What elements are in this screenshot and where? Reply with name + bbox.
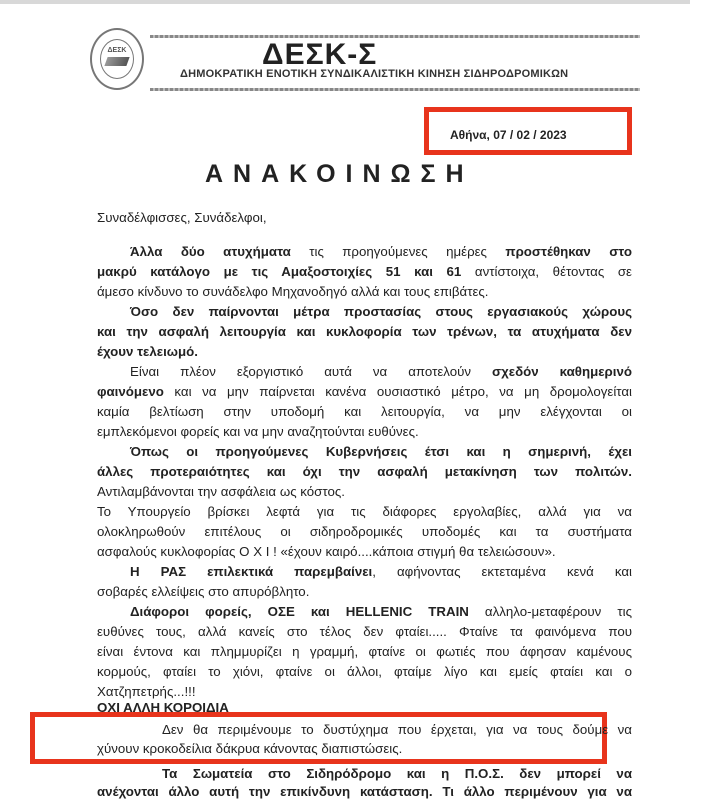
- org-short-name: ΔΕΣΚ-Σ: [262, 38, 378, 71]
- text-line: ευθύνες τους, αλλά κανείς στο τέλος δεν φταίει..... Φταίνε τα φαινόμενα που: [97, 624, 632, 639]
- greeting: Συναδέλφισσες, Συνάδελφοι,: [97, 210, 267, 225]
- announcement-title: ΑΝΑΚΟΙΝΩΣΗ: [205, 160, 474, 188]
- text-line: φαινόμενο και να μην παίρνεται κανένα ουσιαστικό μέτρο, να μη δρομολογείται: [97, 384, 632, 399]
- text-line: Αντιλαμβάνονται την ασφάλεια ως κόστος.: [97, 484, 345, 499]
- text-line: σοβαρές ελλείψεις στο απυρόβλητο.: [97, 584, 310, 599]
- slogan-heading: ΟΧΙ ΑΛΛΗ ΚΟΡΟΙΔΙΑ: [97, 700, 229, 715]
- text-line: Είναι πλέον εξοργιστικό αυτά να αποτελούν σχεδόν καθημερινό: [130, 364, 632, 379]
- text-line: είναι έντονα και πλημμυρίζει η γραμμή, φταίνε οι φωτιές που άφησαν καμένους: [97, 644, 632, 659]
- text-line: ασφαλούς κυκλοφορίας Ο Χ Ι ! «έχουν καιρό....κάποια στιγμή θα τελειώσουν».: [97, 544, 556, 559]
- text-line: εμπλεκόμενοι φορείς και να μην αναζητούνται ευθύνες.: [97, 424, 419, 439]
- train-icon: [104, 57, 129, 66]
- text-line: Όσο δεν παίρνονται μέτρα προστασίας στους εργασιακούς χώρους: [130, 304, 632, 319]
- text-line: Διάφοροι φορείς, ΟΣΕ και HELLENIC TRAIN αλληλο-μεταφέρουν τις: [130, 604, 632, 619]
- text-line: Τα Σωματεία στο Σιδηρόδρομο και η Π.Ο.Σ. δεν μπορεί να: [162, 766, 632, 781]
- text-line: κορμούς, φταίει το χιόνι, φταίνε οι άλλοι, φταίμε λίγο και εμείς φταίει και ο: [97, 664, 632, 679]
- quote-highlight-box: [30, 712, 607, 764]
- text-line: Δεν θα περιμένουμε το δυστύχημα που έρχεται, για να τους δούμε να: [162, 722, 632, 737]
- text-line: χύνουν κροκοδείλια δάκρυα κάνοντας διαπιστώσεις.: [97, 741, 403, 756]
- text-line: Άλλα δύο ατυχήματα τις προηγούμενες ημέρες προστέθηκαν στο: [130, 244, 632, 259]
- text-line: ολοκληρωθούν επιτέλους οι σιδηροδρομικές υποδομές και τα συστήματα: [97, 524, 632, 539]
- text-line: ανέχονται άλλο αυτή την επικίνδυνη κατάσταση. Τι άλλο περιμένουν για να: [97, 784, 632, 799]
- letterhead-rule-top: [150, 35, 640, 38]
- text-line: καμία βελτίωση στην υποδομή και λειτουργία, να μην ελέγχονται οι: [97, 404, 632, 419]
- union-logo-icon: ΔΕΣΚ: [90, 28, 144, 90]
- text-line: Όπως οι προηγούμενες Κυβερνήσεις έτσι και η σημερινή, έχει: [130, 444, 632, 459]
- text-line: έχουν τελειωμό.: [97, 344, 198, 359]
- text-line: άλλες προτεραιότητες και όχι την ασφαλή μετακίνηση των πολιτών.: [97, 464, 632, 479]
- text-line: και την ασφαλή λειτουργία και κυκλοφορία των τρένων, τα ατυχήματα δεν: [97, 324, 632, 339]
- top-edge-strip: [0, 0, 690, 4]
- letterhead-rule-bottom: [150, 88, 640, 91]
- text-line: Χατζηπετρής...!!!: [97, 684, 196, 699]
- text-line: Η ΡΑΣ επιλεκτικά παρεμβαίνει, αφήνοντας εκτεταμένα κενά και: [130, 564, 633, 579]
- org-full-name: ΔΗΜΟΚΡΑΤΙΚΗ ΕΝΟΤΙΚΗ ΣΥΝΔΙΚΑΛΙΣΤΙΚΗ ΚΙΝΗΣΗ ΣΙΔΗΡΟΔΡΟΜΙΚΩΝ: [180, 68, 569, 80]
- text-line: άμεσο κίνδυνο το συνάδελφο Μηχανοδηγό αλλά και τους επιβάτες.: [97, 284, 489, 299]
- text-line: μακρύ κατάλογο με τις Αμαξοστοιχίες 51 και 61 αντίστοιχα, θέτοντας σε: [97, 264, 632, 279]
- text-line: Το Υπουργείο βρίσκει λεφτά για τις διάφορες εργολαβίες, αλλά για να: [97, 504, 632, 519]
- date-line: Αθήνα, 07 / 02 / 2023: [450, 128, 567, 142]
